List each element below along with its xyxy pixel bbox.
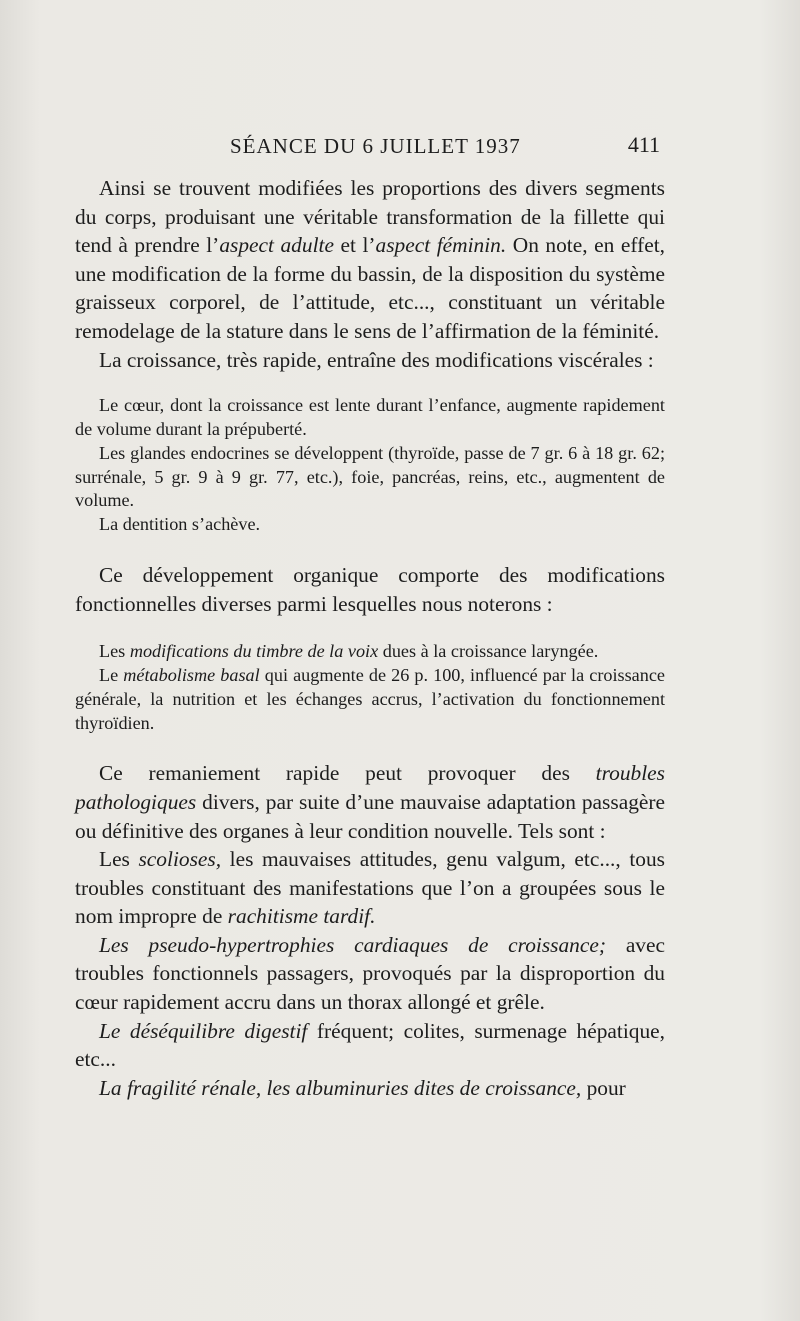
paragraph-coeur: Le cœur, dont la croissance est lente durant l’enfance, augmente rapidement de volume durant la prépuberté. [75, 395, 665, 439]
text-run: Ce remaniement rapide peut provoquer des [99, 761, 596, 786]
emphasis-troubles: troubles pathologiques [75, 761, 665, 814]
page-number: 411 [627, 132, 660, 157]
emphasis-aspect-adulte: aspect adulte [219, 233, 334, 258]
text-run: Le [99, 664, 124, 685]
emphasis-rachitisme: rachitisme tardif. [227, 904, 376, 929]
emphasis-metabolisme: métabolisme basal [123, 664, 260, 685]
emphasis-cardiaques: Les pseudo-hypertrophies cardiaques de croissance; [99, 932, 606, 957]
paragraph-voix [75, 640, 665, 664]
paragraph-metabolisme [75, 664, 665, 735]
text-run: fréquent; colites, surmenage hépatique, etc... [75, 1018, 666, 1072]
paragraph-croissance: La croissance, très rapide, entraîne des modifications viscérales : [99, 347, 654, 372]
text-run: Ainsi se trouvent modifiées les proportions des divers segments du corps, produisant une véritable transformation de la fillette qui tend à prendre l’ [75, 176, 665, 258]
page-body [75, 174, 665, 1102]
text-run: On note, en effet, une modification de la forme du bassin, de la disposition du système graisseux corporel, de l’attitude, etc..., constituant un véritable remodelage de la stature dans le sens de l’affirmation de la féminité. [75, 233, 665, 343]
emphasis-voix: modifications du timbre de la voix [129, 641, 379, 662]
paragraph-digestif [75, 1017, 665, 1074]
running-head: SÉANCE DU 6 JUILLET 1937 [230, 134, 521, 158]
emphasis-renale: La fragilité rénale, les albuminuries dites de croissance, [99, 1075, 582, 1100]
text-run: et l’ [333, 233, 376, 258]
text-run: Les [99, 847, 139, 872]
emphasis-digestif: Le déséquilibre digestif [99, 1018, 308, 1043]
paragraph-cardiaques [75, 931, 665, 1017]
paragraph-scolioses [75, 845, 665, 931]
text-run: divers, par suite d’une mauvaise adaptation passagère ou définitive des organes à leur condition nouvelle. Tels sont : [75, 789, 665, 843]
text-run: qui augmente de 26 p. 100, influencé par la croissance générale, la nutrition et les échanges accrus, l’activation du fonctionnement thyroïdien. [75, 664, 665, 733]
text-run: pour [581, 1075, 626, 1100]
paragraph-glandes: Les glandes endocrines se développent (thyroïde, passe de 7 gr. 6 à 18 gr. 62; surrénale, 5 gr. 9 à 9 gr. 77, etc.), foie, pancréas, reins, etc., augmentent de volume. [75, 442, 665, 511]
text-run: les mauvaises attitudes, genu valgum, etc..., tous troubles constituant des manifestations que l’on a groupées sous le nom impropre de [75, 847, 665, 929]
text-run: Les [99, 641, 130, 662]
paragraph-proportions [75, 174, 665, 346]
paragraph-renale [75, 1074, 665, 1103]
emphasis-aspect-feminin: aspect féminin. [375, 233, 507, 258]
paragraph-remaniement [75, 759, 665, 845]
page-header [75, 130, 660, 164]
paragraph-developpement: Ce développement organique comporte des modifications fonctionnelles diverses parmi lesquelles nous noterons : [75, 562, 665, 616]
paragraph-dentition: La dentition s’achève. [99, 514, 261, 535]
text-run: avec troubles fonctionnels passagers, provoqués par la disproportion du cœur rapidement accru dans un thorax allongé et grêle. [75, 932, 665, 1015]
text-run: dues à la croissance laryngée. [378, 641, 599, 662]
emphasis-scolioses: scolioses, [138, 847, 222, 872]
